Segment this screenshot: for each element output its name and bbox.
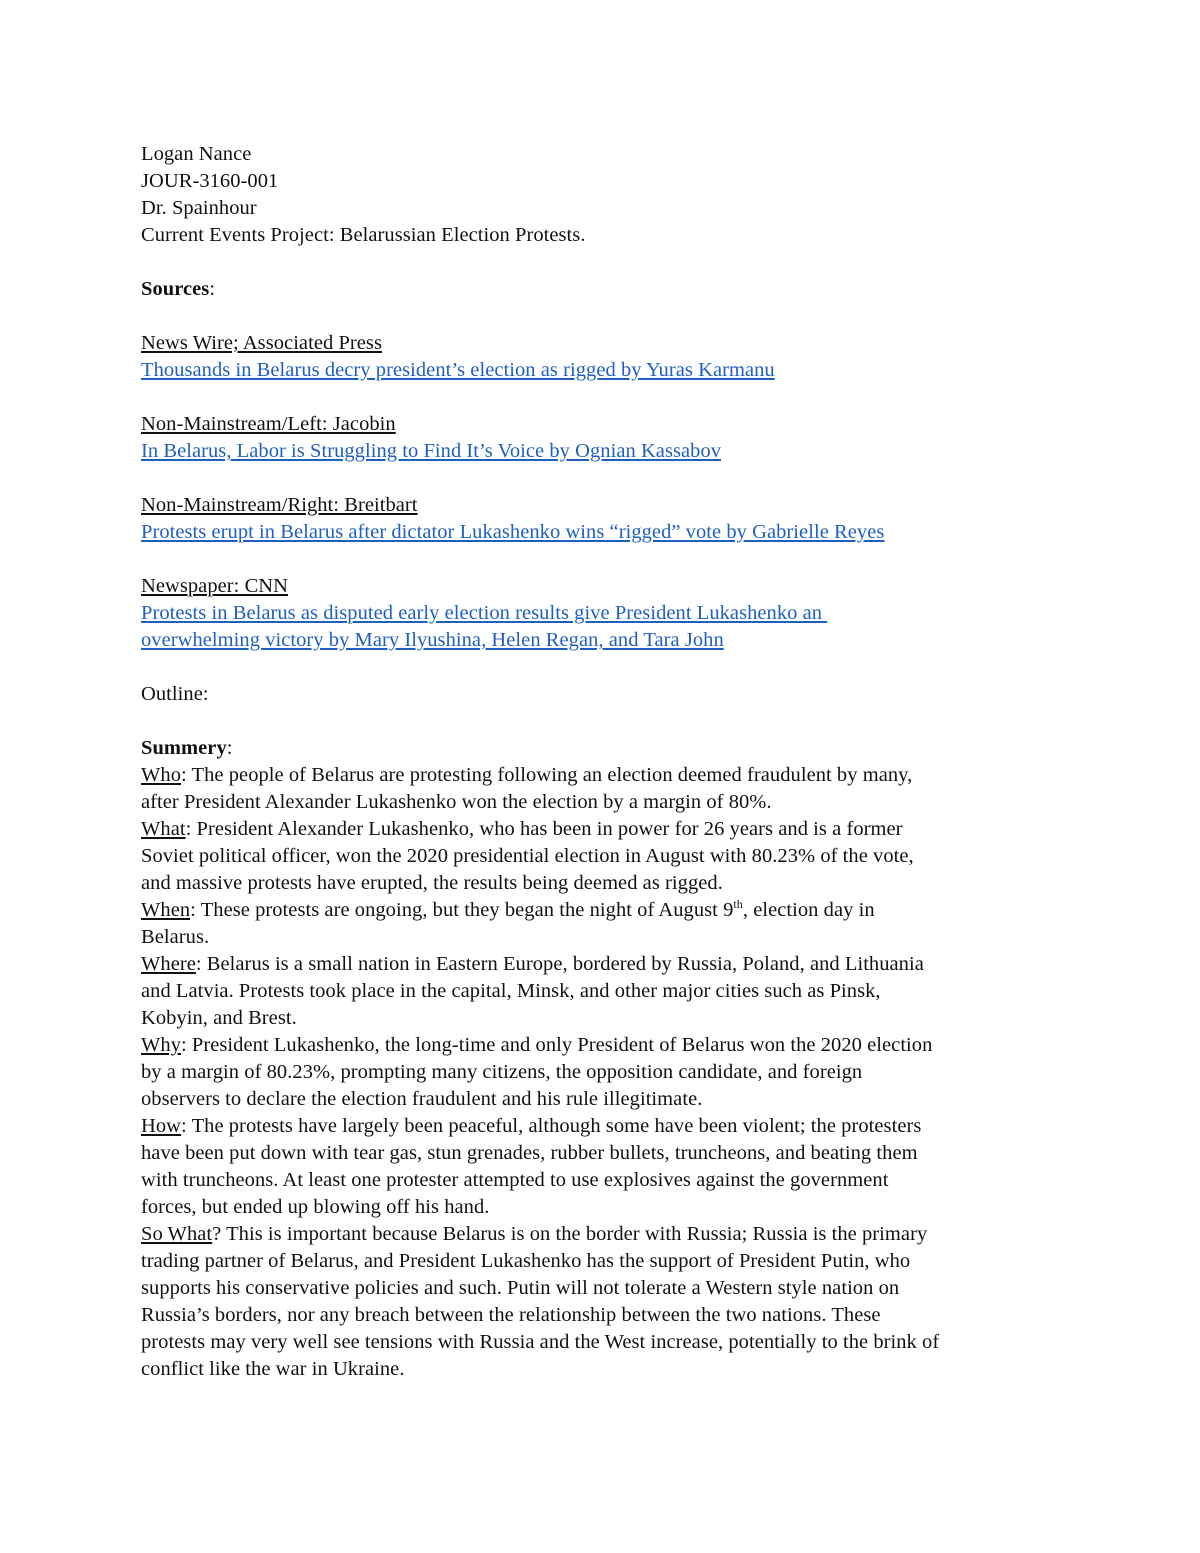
sources-heading-colon: : (209, 278, 216, 300)
what-label: What (141, 818, 186, 840)
how-line-2: have been put down with tear gas, stun grenades, rubber bullets, truncheons, and beating them (141, 1142, 918, 1164)
so-what-line-1 (141, 1221, 1060, 1248)
when-superscript: th (733, 897, 743, 912)
spacer (141, 249, 1060, 276)
how-line-4: forces, but ended up blowing off his hand. (141, 1196, 490, 1218)
who-label: Who (141, 764, 181, 786)
course-code: JOUR-3160-001 (141, 170, 279, 192)
source-link-ap[interactable]: Thousands in Belarus decry president’s election as rigged by Yuras Karmanu (141, 359, 775, 381)
source-category-cnn: Newspaper: CNN (141, 575, 289, 597)
when-line-2: Belarus. (141, 926, 210, 948)
why-line-2: by a margin of 80.23%, prompting many citizens, the opposition candidate, and foreign (141, 1061, 863, 1083)
so-what-line-4: Russia’s borders, nor any breach between the relationship between the two nations. These (141, 1304, 881, 1326)
why-text-1: : President Lukashenko, the long-time and only President of Belarus won the 2020 election (181, 1034, 933, 1056)
when-text-1b: , election day in (742, 899, 875, 921)
when-line-1 (141, 897, 1060, 924)
what-line-3: and massive protests have erupted, the results being deemed as rigged. (141, 872, 723, 894)
how-line-3: with truncheons. At least one protester attempted to use explosives against the government (141, 1169, 889, 1191)
when-text-1a: : These protests are ongoing, but they began the night of August 9 (190, 899, 734, 921)
instructor-name: Dr. Spainhour (141, 197, 257, 219)
so-what-line-5: protests may very well see tensions with Russia and the West increase, potentially to the brink of (141, 1331, 940, 1353)
when-label: When (141, 899, 191, 921)
summary-heading-text: Summery (141, 737, 227, 759)
why-label: Why (141, 1034, 181, 1056)
so-what-line-6: conflict like the war in Ukraine. (141, 1358, 405, 1380)
outline-label: Outline: (141, 683, 209, 705)
source-link-breitbart[interactable]: Protests erupt in Belarus after dictator Lukashenko wins “rigged” vote by Gabrielle Reyes (141, 521, 885, 543)
how-text-1: : The protests have largely been peaceful, although some have been violent; the protesters (181, 1115, 922, 1137)
who-text-1: : The people of Belarus are protesting following an election deemed fraudulent by many, (181, 764, 913, 786)
spacer (141, 384, 1060, 411)
spacer (141, 465, 1060, 492)
source-link-cnn-line-1[interactable]: Protests in Belarus as disputed early election results give President Lukashenko an (141, 602, 828, 624)
project-title: Current Events Project: Belarussian Election Protests. (141, 224, 586, 246)
spacer (141, 654, 1060, 681)
spacer (141, 303, 1060, 330)
source-link-cnn-line-2[interactable]: overwhelming victory by Mary Ilyushina, Helen Regan, and Tara John (141, 629, 724, 651)
where-text-1: : Belarus is a small nation in Eastern Europe, bordered by Russia, Poland, and Lithuania (195, 953, 924, 975)
source-category-jacobin: Non-Mainstream/Left: Jacobin (141, 413, 396, 435)
source-link-jacobin[interactable]: In Belarus, Labor is Struggling to Find It’s Voice by Ognian Kassabov (141, 440, 722, 462)
what-line-2: Soviet political officer, won the 2020 presidential election in August with 80.23% of the vote, (141, 845, 914, 867)
so-what-line-2: trading partner of Belarus, and President Lukashenko has the support of President Putin, who (141, 1250, 911, 1272)
who-line-2: after President Alexander Lukashenko won the election by a margin of 80%. (141, 791, 772, 813)
how-line-1 (141, 1113, 1060, 1140)
author-name: Logan Nance (141, 143, 252, 165)
how-label: How (141, 1115, 182, 1137)
spacer (141, 546, 1060, 573)
sources-heading-text: Sources (141, 278, 210, 300)
why-line-1 (141, 1032, 1060, 1059)
what-line-1 (141, 816, 1060, 843)
why-line-3: observers to declare the election fraudulent and his rule illegitimate. (141, 1088, 703, 1110)
where-line-1 (141, 951, 1060, 978)
summary-heading (141, 735, 1060, 762)
so-what-label: So What (141, 1223, 213, 1245)
so-what-text-1: ? This is important because Belarus is on the border with Russia; Russia is the primary (212, 1223, 928, 1245)
summary-heading-colon: : (226, 737, 233, 759)
so-what-line-3: supports his conservative policies and such. Putin will not tolerate a Western style nation on (141, 1277, 900, 1299)
source-category-ap: News Wire; Associated Press (141, 332, 382, 354)
who-line-1 (141, 762, 1060, 789)
where-line-2: and Latvia. Protests took place in the capital, Minsk, and other major cities such as Pinsk, (141, 980, 881, 1002)
where-label: Where (141, 953, 196, 975)
sources-heading (141, 276, 1060, 303)
spacer (141, 708, 1060, 735)
what-text-1: : President Alexander Lukashenko, who has been in power for 26 years and is a former (185, 818, 903, 840)
where-line-3: Kobyin, and Brest. (141, 1007, 297, 1029)
source-category-breitbart: Non-Mainstream/Right: Breitbart (141, 494, 418, 516)
